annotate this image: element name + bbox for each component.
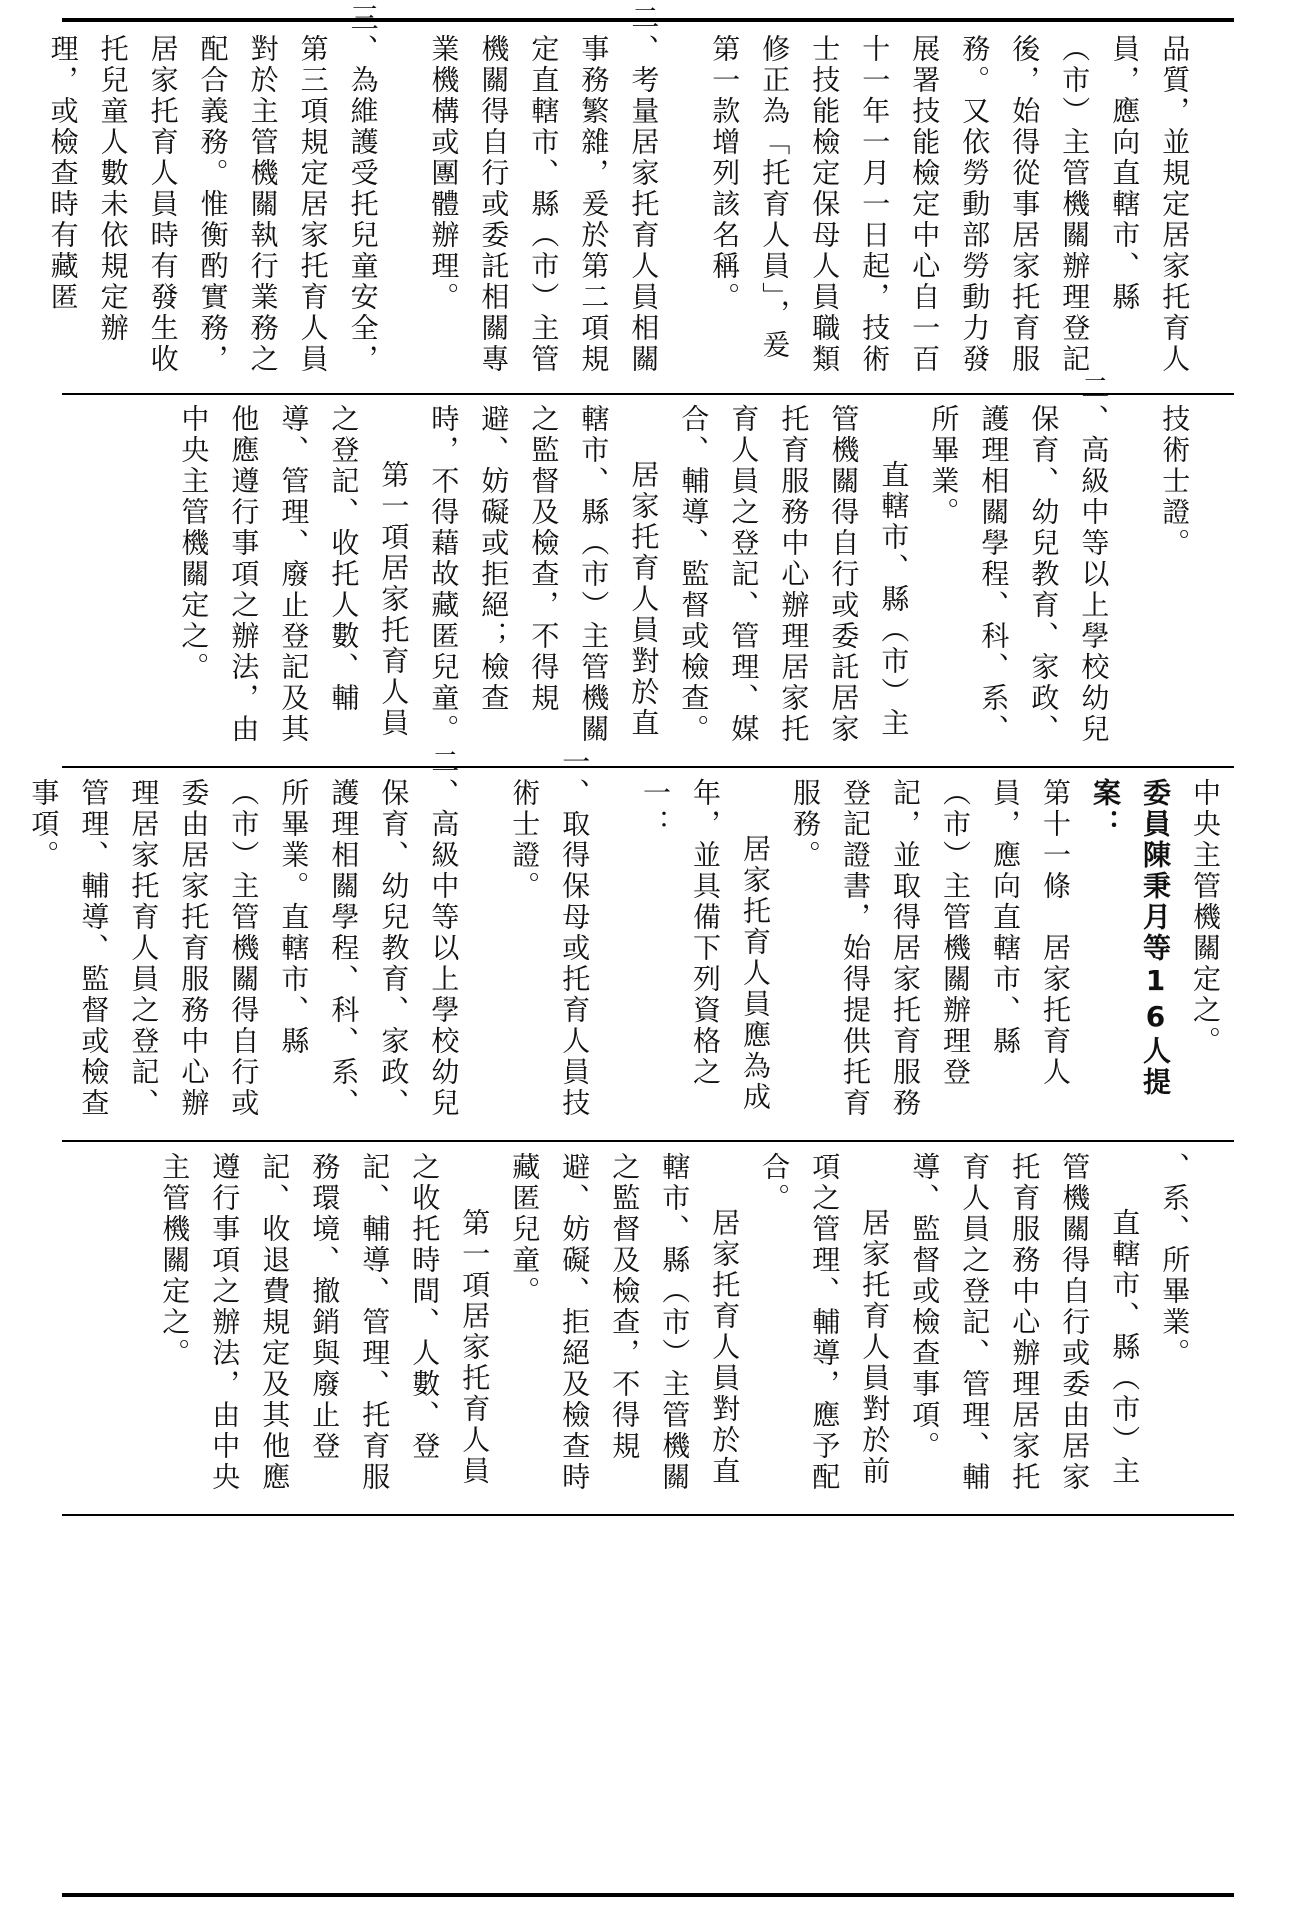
paragraph: 第十一條 居家托育人員，應向直轄市、縣（市）主管機關辦理登記，並取得居家托育服務登記證書，始得提供托育服務。 (789, 778, 1072, 1119)
section-divider (62, 1140, 1234, 1142)
paragraph: 二、高級中等以上學校幼兒保育、幼兒教育、家政、護理相關學程、科、系、所畢業。直轄市、縣（市）主管機關得自行或委由居家托育服務中心辦理居家托育人員之登記、管理、輔導、監督或檢查事項。 (27, 747, 461, 1120)
paragraph: 第一項居家托育人員之登記、收托人數、輔導、管理、廢止登記及其他應遵行事項之辦法，由中央主管機關定之。 (177, 404, 411, 745)
paragraph: 、系、所畢業。 (1158, 1152, 1192, 1369)
section-divider (62, 393, 1234, 395)
section-divider (62, 766, 1234, 768)
paragraph: 品質，並規定居家托育人員，應向直轄市、縣（市）主管機關辦理登記後，始得從事居家托育服務。又依勞動部勞動力發展署技能檢定中心自一百十一年一月一日起，技術士技能檢定保母人員職類修正為「托育人員」，爰第一款增列該名稱。 (708, 34, 1192, 375)
paragraph: 二、考量居家托育人員相關事務繁雜，爰於第二項規定直轄市、縣（市）主管機關得自行或委託相關專業機構或團體辦理。 (427, 3, 661, 376)
paragraph: 技術士證。 (1158, 404, 1192, 559)
paragraph: 第一項居家托育人員之收托時間、人數、登記、輔導、管理、托育服務環境、撤銷與廢止登記、收退費規定及其他應遵行事項之辦法，由中央主管機關定之。 (158, 1152, 492, 1493)
proposal-heading: 委員陳秉月等16人提案： (1089, 778, 1172, 1098)
paragraph: 居家托育人員對於直轄市、縣（市）主管機關之監督及檢查，不得規避、妨礙或拒絕；檢查時，不得藉故藏匿兒童。 (427, 404, 661, 745)
paragraph: 二、高級中等以上學校幼兒保育、幼兒教育、家政、護理相關學程、科、系、所畢業。 (927, 373, 1111, 746)
text-column-2 (80, 373, 1230, 752)
paragraph: 中央主管機關定之。 (1189, 778, 1222, 1057)
section-divider (62, 1514, 1234, 1516)
paragraph: 三、為維護受托兒童安全，第三項規定居家托育人員對於主管機關執行業務之配合義務。惟衡酌實務，居家托育人員時有發生收托兒童人數未依規定辦理，或檢查時有藏匿 (46, 3, 380, 376)
paragraph: 居家托育人員對於前項之管理、輔導，應予配合。 (758, 1152, 892, 1493)
paragraph: 直轄市、縣（市）主管機關得自行或委託居家托育服務中心辦理居家托育人員之登記、管理、媒合、輔導、監督或檢查。 (677, 404, 911, 745)
text-column-3 (27, 747, 1230, 1126)
paragraph: 一、取得保母或托育人員技術士證。 (508, 747, 592, 1120)
text-column-1 (46, 3, 1230, 382)
text-column-4 (80, 1152, 1230, 1500)
bottom-rule (62, 1893, 1234, 1897)
paragraph: 居家托育人員對於直轄市、縣（市）主管機關之監督及檢查，不得規避、妨礙、拒絕及檢查時藏匿兒童。 (508, 1152, 742, 1493)
paragraph: 居家托育人員應為成年，並具備下列資格之一： (639, 778, 772, 1113)
paragraph: 直轄市、縣（市）主管機關得自行或委由居家托育服務中心辦理居家托育人員之登記、管理、輔導、監督或檢查事項。 (908, 1152, 1142, 1493)
